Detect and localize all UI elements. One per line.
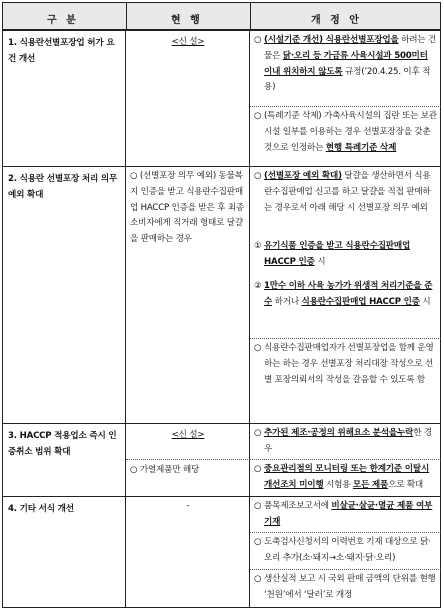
proposal-item: ○ 품목제조보고서에 비살균·살균·멸균 제품 여부 기재 [254, 501, 433, 527]
amendment-table [2, 2, 441, 608]
proposal-item: ○ 추가된 제조·공정의 위해요소 분석을누락한 경우 [254, 428, 432, 454]
divider [250, 569, 441, 570]
current-rule: ○ (선별포장 의무 예외) 동물복지 인증을 받고 식용란수집판매업 HACCP 인증을 받은 후 최종 소비자에게 직거래 형태로 달걀을 판매하는 경우 [130, 171, 244, 245]
proposal-item: ○ (선별포장 예외 확대) 달걀을 생산하면서 식용란수집판매업 신고를 하고 달걀을 직접 판매하는 경우로서 아래 해당 시 선별포장 의무 예외 [254, 171, 431, 213]
table-row [2, 497, 441, 608]
table-row [2, 31, 441, 167]
current-rule: <신 설> [171, 430, 205, 440]
header-current: 현 행 [171, 15, 203, 26]
table-row [2, 167, 441, 424]
proposal-item: ○ (특례기준 삭제) 가축사육시설의 집란 또는 보관 시설 일부를 이용하는 경우 선별포장장을 갖춘 것으로 인정하는 현행 특례기준 삭제 [254, 111, 437, 153]
header-divider [126, 3, 127, 30]
current-rule: ○ 가열제품만 해당 [130, 465, 200, 475]
header-category: 구 분 [47, 15, 79, 26]
proposal-item: ○ 생산실적 보고 시 국외 판매 금액의 단위를 현행 ‘천원’에서 ‘달러’로 개정 [254, 574, 436, 600]
proposal-subitem: ② 1만수 이하 사육 농가가 위생적 처리기준을 준수 하거나 식용란수집판매업 HACCP 인증 시 [254, 281, 433, 307]
divider [250, 106, 441, 107]
proposal-subitem: ① 유기식품 인증을 받고 식용란수집판매업 HACCP 인증 시 [254, 241, 411, 267]
table-header [2, 2, 441, 31]
row-item-label: 2. 식용란 선별포장 처리 의무 예외 확대 [8, 174, 118, 200]
current-rule: - [186, 501, 190, 511]
proposal-item: ○ 식용란수집판매업자가 선별포장업을 함께 운영하는 하는 경우 선별포장 처리대장 작성으로 선별 포장의뢰서의 작성을 갈음할 수 있도록 함 [254, 343, 434, 385]
proposal-item: ○ 중요관리점의 모니터링 또는 한계기준 이탈시 개선조치 미이행 시험용 모든 제품으로 확대 [254, 464, 430, 490]
table-row [2, 424, 441, 497]
divider [250, 459, 441, 460]
row-item-label: 1. 식용란선별포장업 허가 요건 개선 [8, 38, 115, 64]
divider [250, 532, 441, 533]
proposal-item: ○ (시설기준 개선) 식용란선별포장업을 하려는 건물은 닭·오리 등 가금류 사육시설과 500미터 이내 위치하지 않도록 규정(’20.4.25. 이후 적용) [254, 35, 437, 93]
row-item-label: 3. HACCP 적용업소 즉시 인증취소 범위 확대 [8, 431, 117, 457]
current-rule: <신 설> [171, 37, 205, 47]
divider [250, 338, 441, 339]
proposal-item: ○ 도축검사신청서의 이력번호 기재 대상으로 닭·오리 추가(소·돼지→소·돼지·닭·오리) [254, 537, 431, 563]
header-divider [250, 3, 251, 30]
row-item-label: 4. 기타 서식 개선 [8, 504, 74, 514]
header-proposal: 개 정 안 [311, 15, 362, 26]
